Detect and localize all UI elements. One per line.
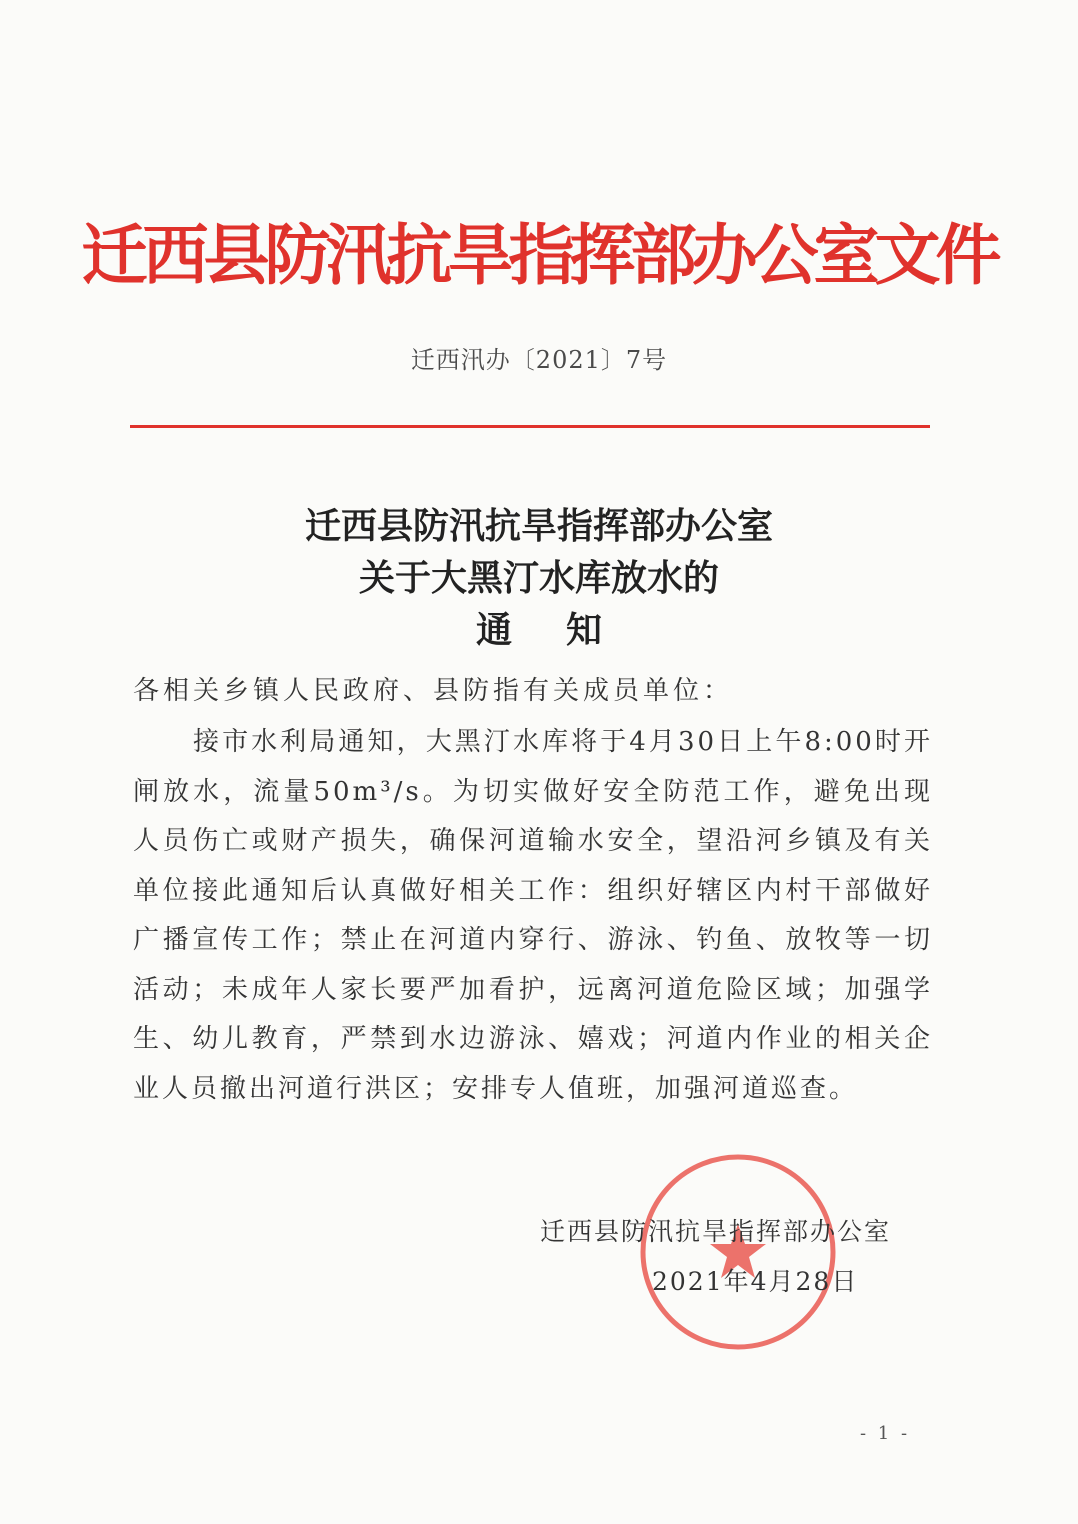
document-header-title: 迁西县防汛抗旱指挥部办公室文件 [81, 216, 997, 294]
body-paragraph: 接市水利局通知，大黑汀水库将于4月30日上午8:00时开闸放水，流量50m³/s。为切实做好安全防范工作，避免出现人员伤亡或财产损失，确保河道输水安全，望沿河乡镇及有关单位接此通知后认真做好相关工作：组织好辖区内村干部做好广播宣传工作；禁止在河道内穿行、游泳、钓鱼、放牧等一切活动；未成年人家长要严加看护，远离河道危险区域；加强学生、幼儿教育，严禁到水边游泳、嬉戏；河道内作业的相关企业人员撤出河道行洪区；安排专人值班，加强河道巡查。 [133, 727, 933, 1104]
issuer-name: 迁西县防汛抗旱指挥部办公室 [540, 1217, 892, 1246]
issue-date: 2021年4月28日 [652, 1267, 859, 1296]
page-number: - 1 - [860, 1423, 911, 1444]
notice-body [133, 718, 933, 1114]
notice-title-line-1: 迁西县防汛抗旱指挥部办公室 [304, 505, 773, 547]
official-seal-stamp [638, 1152, 838, 1352]
notice-title [0, 500, 1078, 656]
red-separator-line [130, 425, 930, 428]
salutation: 各相关乡镇人民政府、县防指有关成员单位： [133, 676, 734, 706]
document-number: 迁西汛办〔2021〕7号 [410, 346, 668, 374]
notice-title-line-3: 通知 [475, 609, 656, 651]
notice-title-line-2: 关于大黑汀水库放水的 [358, 557, 719, 599]
